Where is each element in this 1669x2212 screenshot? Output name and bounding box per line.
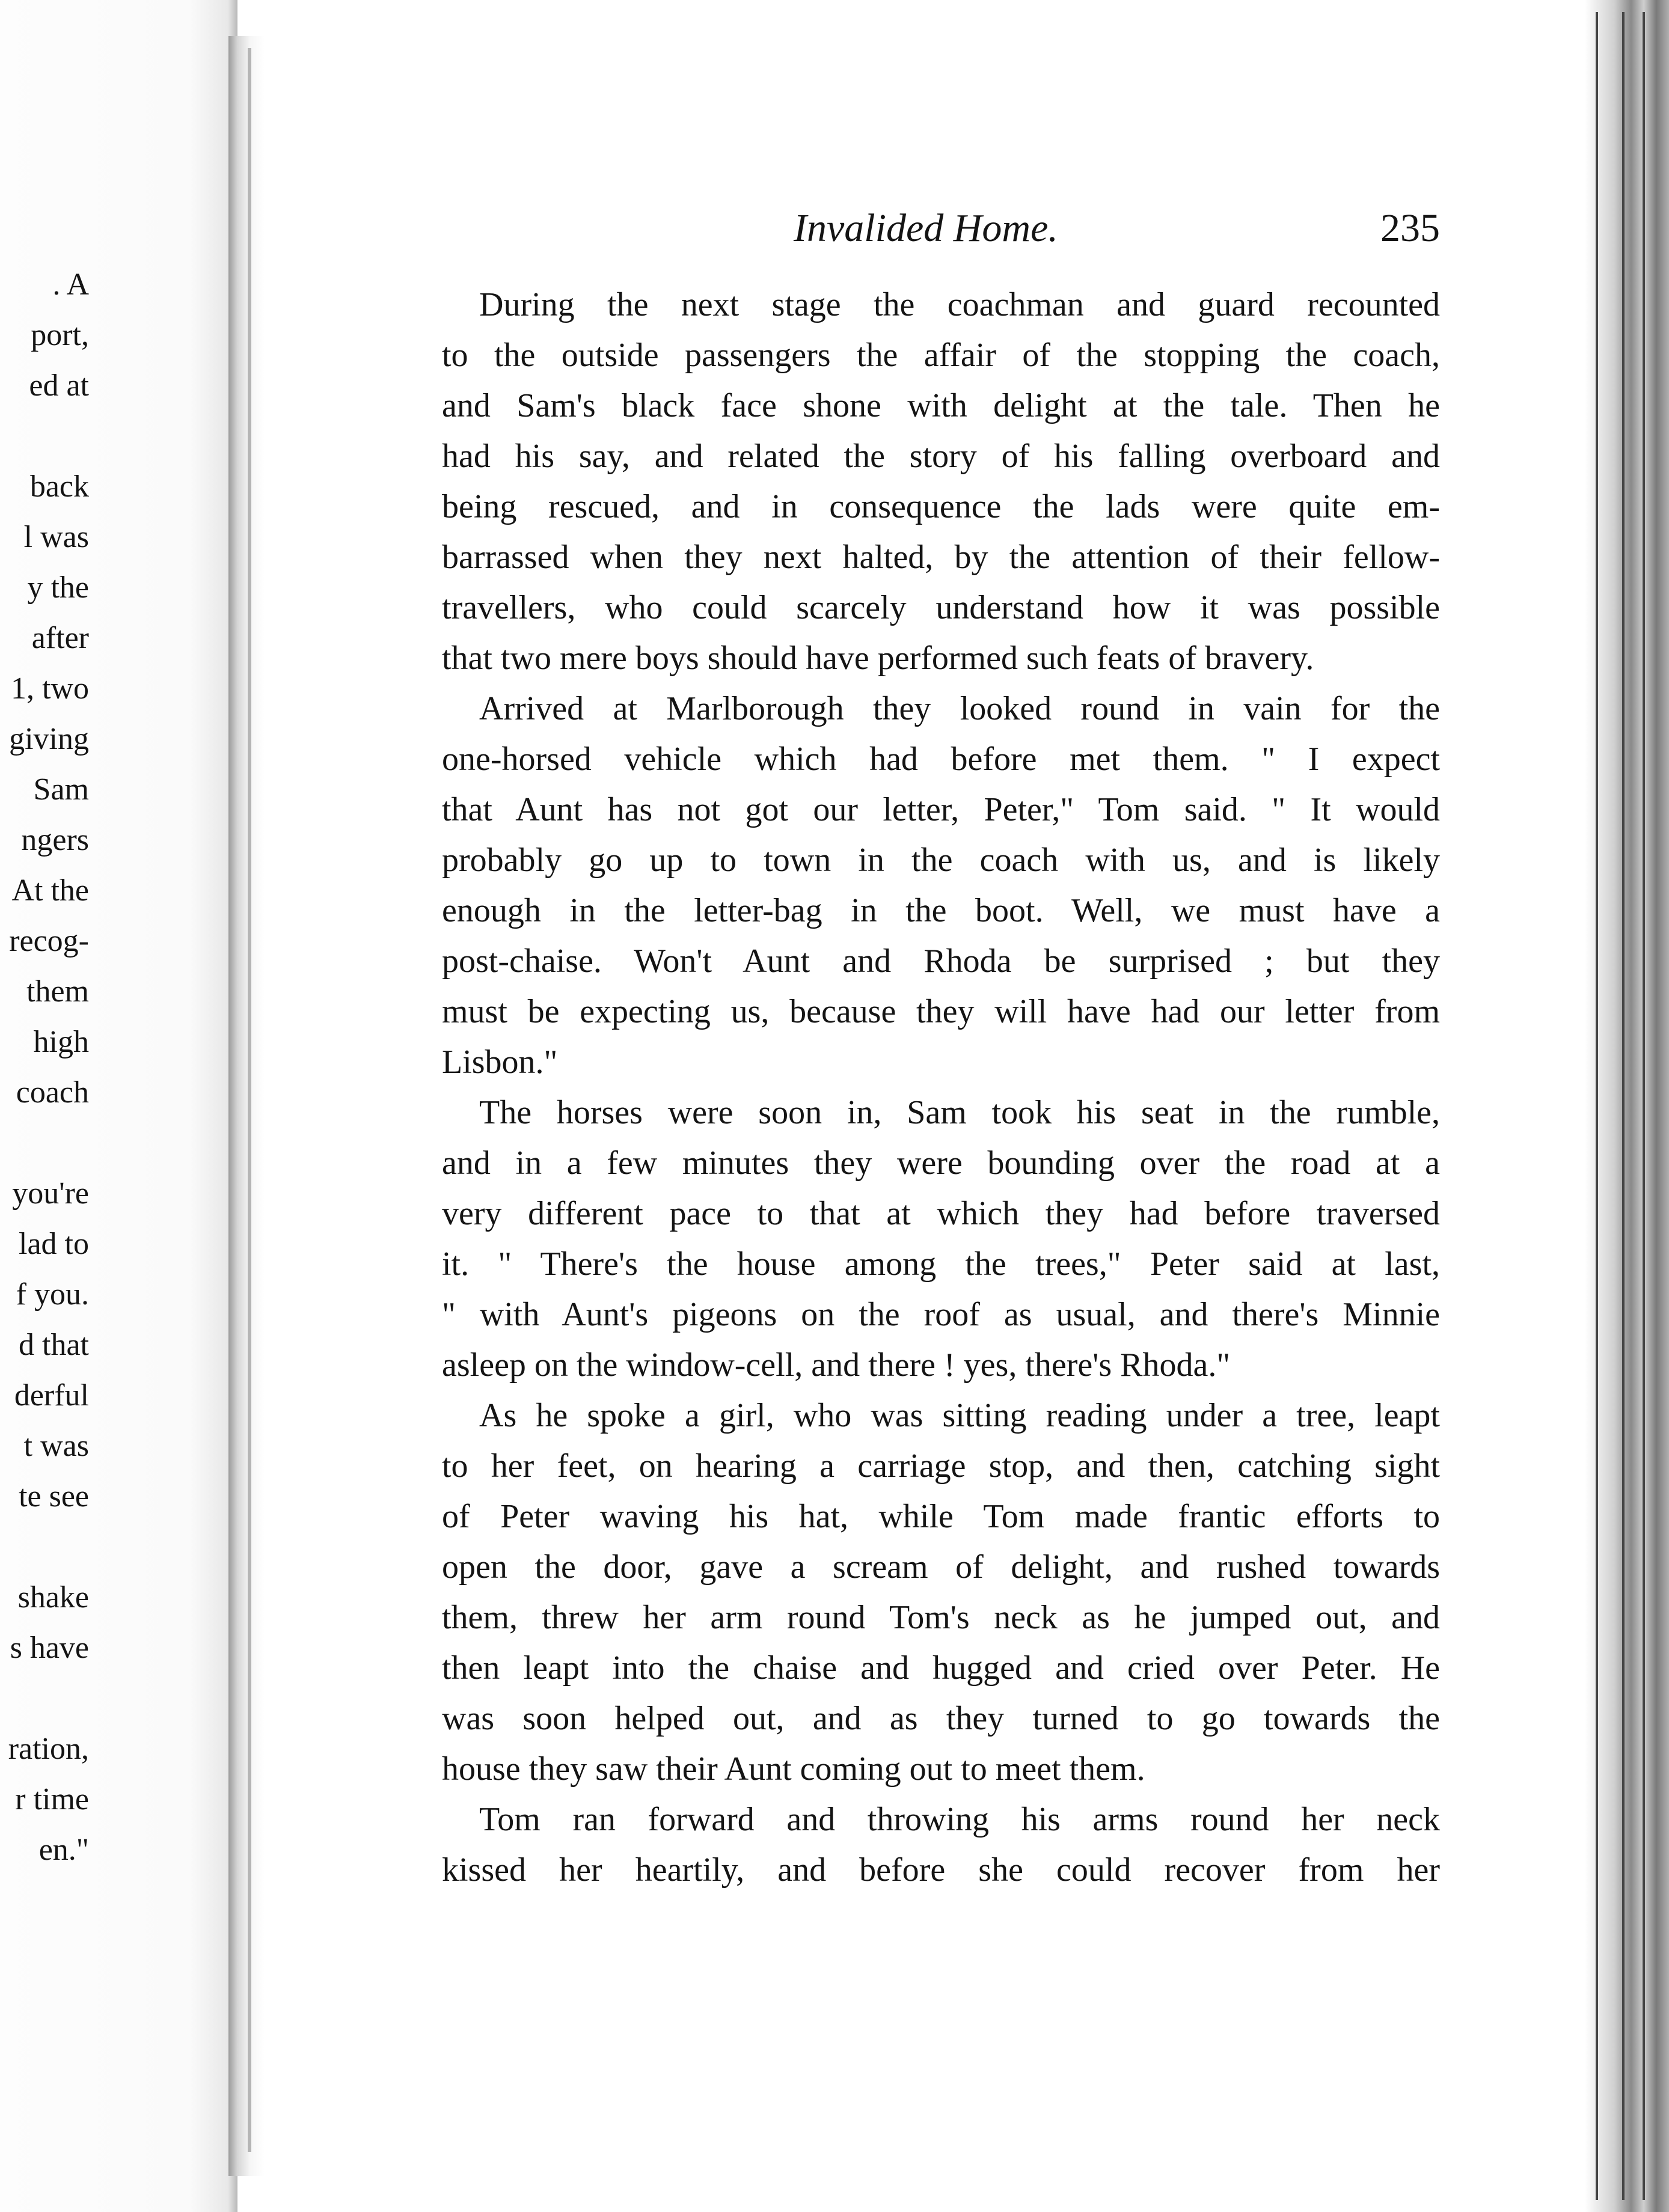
text-line: asleep on the window-cell, and there ! yes, there's Rhoda." xyxy=(442,1346,1231,1384)
left-page-line: l was xyxy=(23,520,89,554)
left-page-text xyxy=(0,260,89,1943)
text-line: of Peter waving his hat, while Tom made frantic efforts to xyxy=(442,1498,1440,1535)
text-line: one-horsed vehicle which had before met them. " I expect xyxy=(442,741,1440,778)
page-number: 235 xyxy=(1380,206,1440,250)
text-line: probably go up to town in the coach with us, and is likely xyxy=(442,842,1440,879)
text-line: must be expecting us, because they will have had our letter from xyxy=(442,993,1440,1030)
text-line: to the outside passengers the affair of the stopping the coach, xyxy=(442,337,1440,374)
text-line: Arrived at Marlborough they looked round in vain for the xyxy=(479,690,1440,727)
left-page-line: recog- xyxy=(9,924,89,958)
left-page-line xyxy=(0,411,89,462)
left-page-line: r time xyxy=(15,1782,89,1816)
text-line: barrassed when they next halted, by the attention of their fellow- xyxy=(442,539,1440,576)
left-page-line: lad to xyxy=(19,1227,89,1261)
page-edge-line xyxy=(1643,12,1645,2200)
text-line: travellers, who could scarcely understand how it was possible xyxy=(442,589,1440,626)
left-page-line: high xyxy=(33,1025,89,1059)
text-line: post-chaise. Won't Aunt and Rhoda be surprised ; but they xyxy=(442,943,1440,980)
left-page-line: 1, two xyxy=(11,671,89,706)
text-line: " with Aunt's pigeons on the roof as usual, and there's Minnie xyxy=(442,1296,1440,1333)
left-page-line: ngers xyxy=(21,823,89,857)
left-page-line xyxy=(0,1673,89,1724)
left-page-line: . A xyxy=(52,267,89,302)
left-page-line: y the xyxy=(27,570,89,605)
left-page-line: te see xyxy=(19,1479,89,1514)
text-line: it. " There's the house among the trees," Peter said at last, xyxy=(442,1245,1440,1283)
left-page-line: shake xyxy=(17,1580,89,1615)
text-line: that Aunt has not got our letter, Peter," Tom said. " It would xyxy=(442,791,1440,828)
left-page-line: port, xyxy=(31,318,89,352)
text-line: to her feet, on hearing a carriage stop, and then, catching sight xyxy=(442,1447,1440,1485)
left-page-line: Sam xyxy=(33,772,89,807)
left-page-line: At the xyxy=(11,873,89,908)
page-edge-line xyxy=(1622,12,1625,2200)
text-line: them, threw her arm round Tom's neck as he jumped out, and xyxy=(442,1599,1440,1636)
gutter-shadow-line xyxy=(248,48,251,2152)
text-line: Lisbon." xyxy=(442,1043,558,1081)
left-page-fragment xyxy=(0,0,237,2212)
text-line: As he spoke a girl, who was sitting reading under a tree, leapt xyxy=(479,1397,1440,1434)
left-page-line: d that xyxy=(19,1328,89,1362)
left-page-line: f you. xyxy=(16,1277,89,1312)
left-page-line: coach xyxy=(16,1075,89,1110)
running-head xyxy=(442,198,1440,258)
text-line: very different pace to that at which they had before traversed xyxy=(442,1195,1440,1232)
left-page-line xyxy=(0,1522,89,1572)
text-line: was soon helped out, and as they turned to go towards the xyxy=(442,1700,1440,1737)
page-edge-stack xyxy=(1585,0,1669,2212)
left-page-line: t was xyxy=(23,1429,89,1463)
text-line: that two mere boys should have performed such feats of bravery. xyxy=(442,640,1314,677)
left-page-line: back xyxy=(29,469,89,504)
text-line: and in a few minutes they were bounding over the road at a xyxy=(442,1144,1440,1182)
left-page-line: ration, xyxy=(8,1732,89,1766)
text-line: open the door, gave a scream of delight, and rushed towards xyxy=(442,1548,1440,1586)
text-line: house they saw their Aunt coming out to meet them. xyxy=(442,1750,1145,1788)
left-page-line: giving xyxy=(9,722,89,756)
text-line: and Sam's black face shone with delight at the tale. Then he xyxy=(442,387,1440,424)
left-page-line xyxy=(0,1118,89,1169)
page-edge-line xyxy=(1596,12,1598,2200)
left-page-line: after xyxy=(31,621,89,655)
text-line: then leapt into the chaise and hugged and cried over Peter. He xyxy=(442,1649,1440,1687)
left-page-line: ed at xyxy=(29,368,89,403)
text-line: kissed her heartily, and before she could recover from her xyxy=(442,1851,1440,1889)
text-line: being rescued, and in consequence the lads were quite em- xyxy=(442,488,1440,525)
left-page-line: derful xyxy=(14,1378,89,1413)
book-gutter xyxy=(228,36,265,2176)
running-head-title: Invalided Home. xyxy=(794,206,1058,250)
text-line: During the next stage the coachman and guard recounted xyxy=(479,286,1440,323)
text-line: The horses were soon in, Sam took his seat in the rumble, xyxy=(479,1094,1440,1131)
text-line: Tom ran forward and throwing his arms round her neck xyxy=(479,1801,1440,1838)
left-page-line: en." xyxy=(38,1833,89,1867)
text-line: enough in the letter-bag in the boot. Well, we must have a xyxy=(442,892,1440,929)
text-line: had his say, and related the story of his falling overboard and xyxy=(442,438,1440,475)
left-page-line: s have xyxy=(10,1631,89,1665)
left-page-line: you're xyxy=(12,1176,89,1211)
left-page-line: them xyxy=(26,974,89,1009)
body-text xyxy=(442,280,1440,1895)
